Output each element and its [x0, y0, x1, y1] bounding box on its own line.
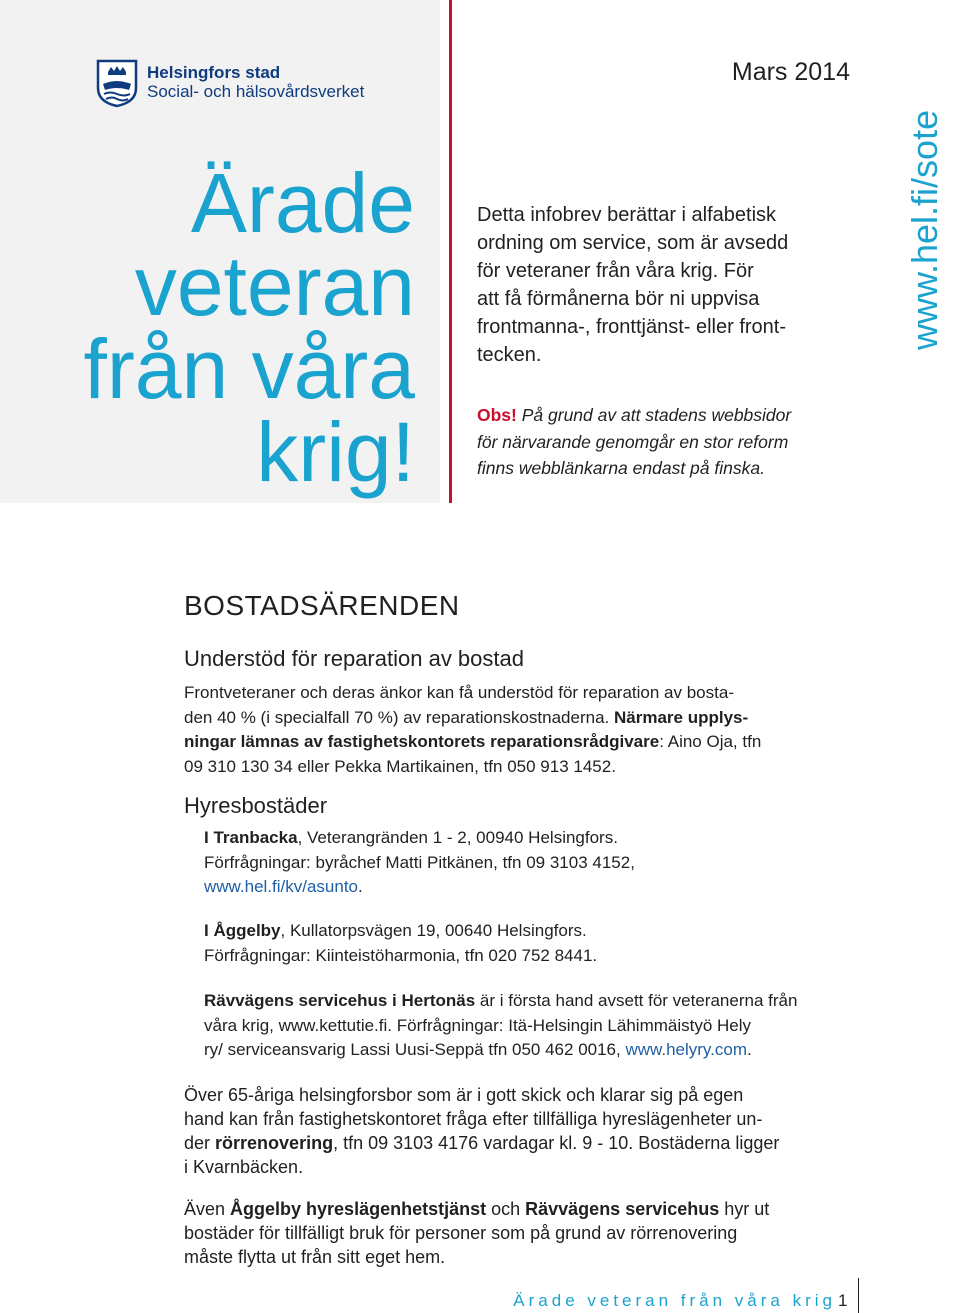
rental-ravvagen — [204, 989, 884, 1063]
note-text: för närvarande genomgår en stor reform — [477, 431, 789, 452]
paragraph-line — [204, 1038, 884, 1063]
place-name: I Åggelby — [204, 921, 281, 940]
note-text: På grund av att stadens webbsidor — [516, 405, 792, 425]
title-line-1: Ärade — [190, 156, 415, 250]
intro-line: att få förmånerna bör ni uppvisa — [477, 288, 760, 310]
paragraph-line: hand kan från fastighetskontoret fråga efter tillfälliga hyreslägenheter un- — [184, 1109, 763, 1129]
website-url: www.hel.fi/sote — [904, 109, 945, 350]
intro-line: tecken. — [477, 344, 542, 366]
paragraph-line — [184, 706, 864, 731]
paragraph-line: måste flytta ut från sitt eget hem. — [184, 1247, 446, 1267]
paragraph-bold: Rävvägens servicehus — [525, 1199, 720, 1219]
paragraph-line — [204, 989, 884, 1014]
paragraph-text: ry/ serviceansvarig Lassi Uusi-Seppä tfn 050 462 0016, — [204, 1040, 626, 1059]
section-title: BOSTADSÄRENDEN — [184, 590, 460, 621]
place-name: I Tranbacka — [204, 828, 298, 847]
subheading-rental: Hyresbostäder — [184, 793, 328, 818]
helsinki-logo — [96, 58, 396, 108]
org-name: Helsingfors stad — [147, 63, 281, 82]
paragraph-line — [184, 1197, 864, 1221]
paragraph-line: Över 65-åriga helsingforsbor som är i gott skick och klarar sig på egen — [184, 1085, 744, 1105]
paragraph-text: , Veterangränden 1 - 2, 00940 Helsingfors. — [297, 828, 618, 847]
paragraph-text: den 40 % (i specialfall 70 %) av reparationskostnaderna. — [184, 707, 610, 727]
paragraph-bold: Åggelby hyreslägenhetstjänst — [230, 1199, 487, 1219]
intro-line: Detta infobrev berättar i alfabetisk — [477, 204, 777, 226]
place-name: Rävvägens servicehus i Hertonäs — [204, 991, 476, 1010]
paragraph-line — [184, 1131, 864, 1155]
note-label: Obs! — [477, 405, 517, 425]
paragraph-line: 09 310 130 34 eller Pekka Martikainen, tfn 050 913 1452. — [184, 756, 616, 776]
paragraph-bold: ningar lämnas av fastighetskontorets reparationsrådgivare — [184, 732, 660, 751]
title-line-3: från våra — [83, 322, 415, 416]
footer-title: Ärade veteran från våra krig — [513, 1291, 836, 1310]
paragraph-line: Förfrågningar: Kiinteistöharmonia, tfn 020 752 8441. — [204, 945, 598, 965]
paragraph-text: hyr ut — [719, 1199, 770, 1219]
paragraph-text: är i första hand avsett för veteranerna från — [475, 991, 798, 1010]
paragraph-text: , Kullatorpsvägen 19, 00640 Helsingfors. — [280, 921, 587, 940]
paragraph-bold: Närmare upplys- — [613, 707, 749, 727]
paragraph-text: der — [184, 1133, 216, 1153]
subheading-repair: Understöd för reparation av bostad — [184, 646, 524, 671]
page-number: 1 — [838, 1291, 848, 1310]
paragraph-bold: rörrenovering — [215, 1133, 334, 1153]
paragraph-line — [184, 730, 864, 755]
footer-divider — [858, 1278, 859, 1313]
intro-text — [477, 201, 877, 369]
repair-paragraph — [184, 681, 864, 779]
paragraph-text: och — [486, 1199, 526, 1219]
paragraph-text: , tfn 09 3103 4176 vardagar kl. 9 - 10. Bostäderna ligger — [333, 1133, 780, 1153]
paragraph-line: i Kvarnbäcken. — [184, 1157, 304, 1177]
paragraph-line — [204, 875, 884, 900]
intro-line: för veteraner från våra krig. För — [477, 260, 754, 282]
paragraph-line: våra krig, www.kettutie.fi. Förfrågningar: Itä-Helsingin Lähimmäistyö Hely — [204, 1015, 752, 1035]
web-note — [477, 402, 877, 482]
header-divider — [449, 0, 452, 503]
helsinki-crest-icon — [96, 58, 138, 108]
title-line-4: krig! — [256, 405, 415, 499]
paragraph-line — [204, 826, 884, 851]
paragraph-text: . — [358, 877, 363, 896]
paragraph-line: Förfrågningar: byråchef Matti Pitkänen, tfn 09 3103 4152, — [204, 852, 635, 872]
paragraph-line — [204, 919, 884, 944]
intro-line: frontmanna-, fronttjänst- eller front- — [477, 316, 787, 338]
paragraph-text: . — [747, 1040, 752, 1059]
paragraph-text: : Aino Oja, tfn — [659, 732, 762, 751]
title-line-2: veteran — [134, 239, 415, 333]
senior-paragraph — [184, 1083, 864, 1179]
paragraph-line: bostäder för tillfälligt bruk för personer som på grund av rörrenovering — [184, 1223, 738, 1243]
helyry-link[interactable]: www.helyry.com — [625, 1040, 748, 1059]
paragraph-line: Frontveteraner och deras änkor kan få understöd för reparation av bosta- — [184, 683, 734, 702]
dept-name: Social- och hälsovårdsverket — [147, 82, 365, 101]
rental-tranbacka — [204, 826, 884, 900]
page-title — [15, 156, 415, 499]
intro-line: ordning om service, som är avsedd — [477, 232, 789, 254]
paragraph-text: Även — [184, 1199, 231, 1219]
note-text: finns webblänkarna endast på finska. — [477, 458, 765, 478]
asunto-link[interactable]: www.hel.fi/kv/asunto — [204, 877, 359, 896]
temporary-housing-paragraph — [184, 1197, 864, 1269]
rental-aggelby — [204, 919, 884, 968]
publication-date: Mars 2014 — [731, 58, 850, 86]
